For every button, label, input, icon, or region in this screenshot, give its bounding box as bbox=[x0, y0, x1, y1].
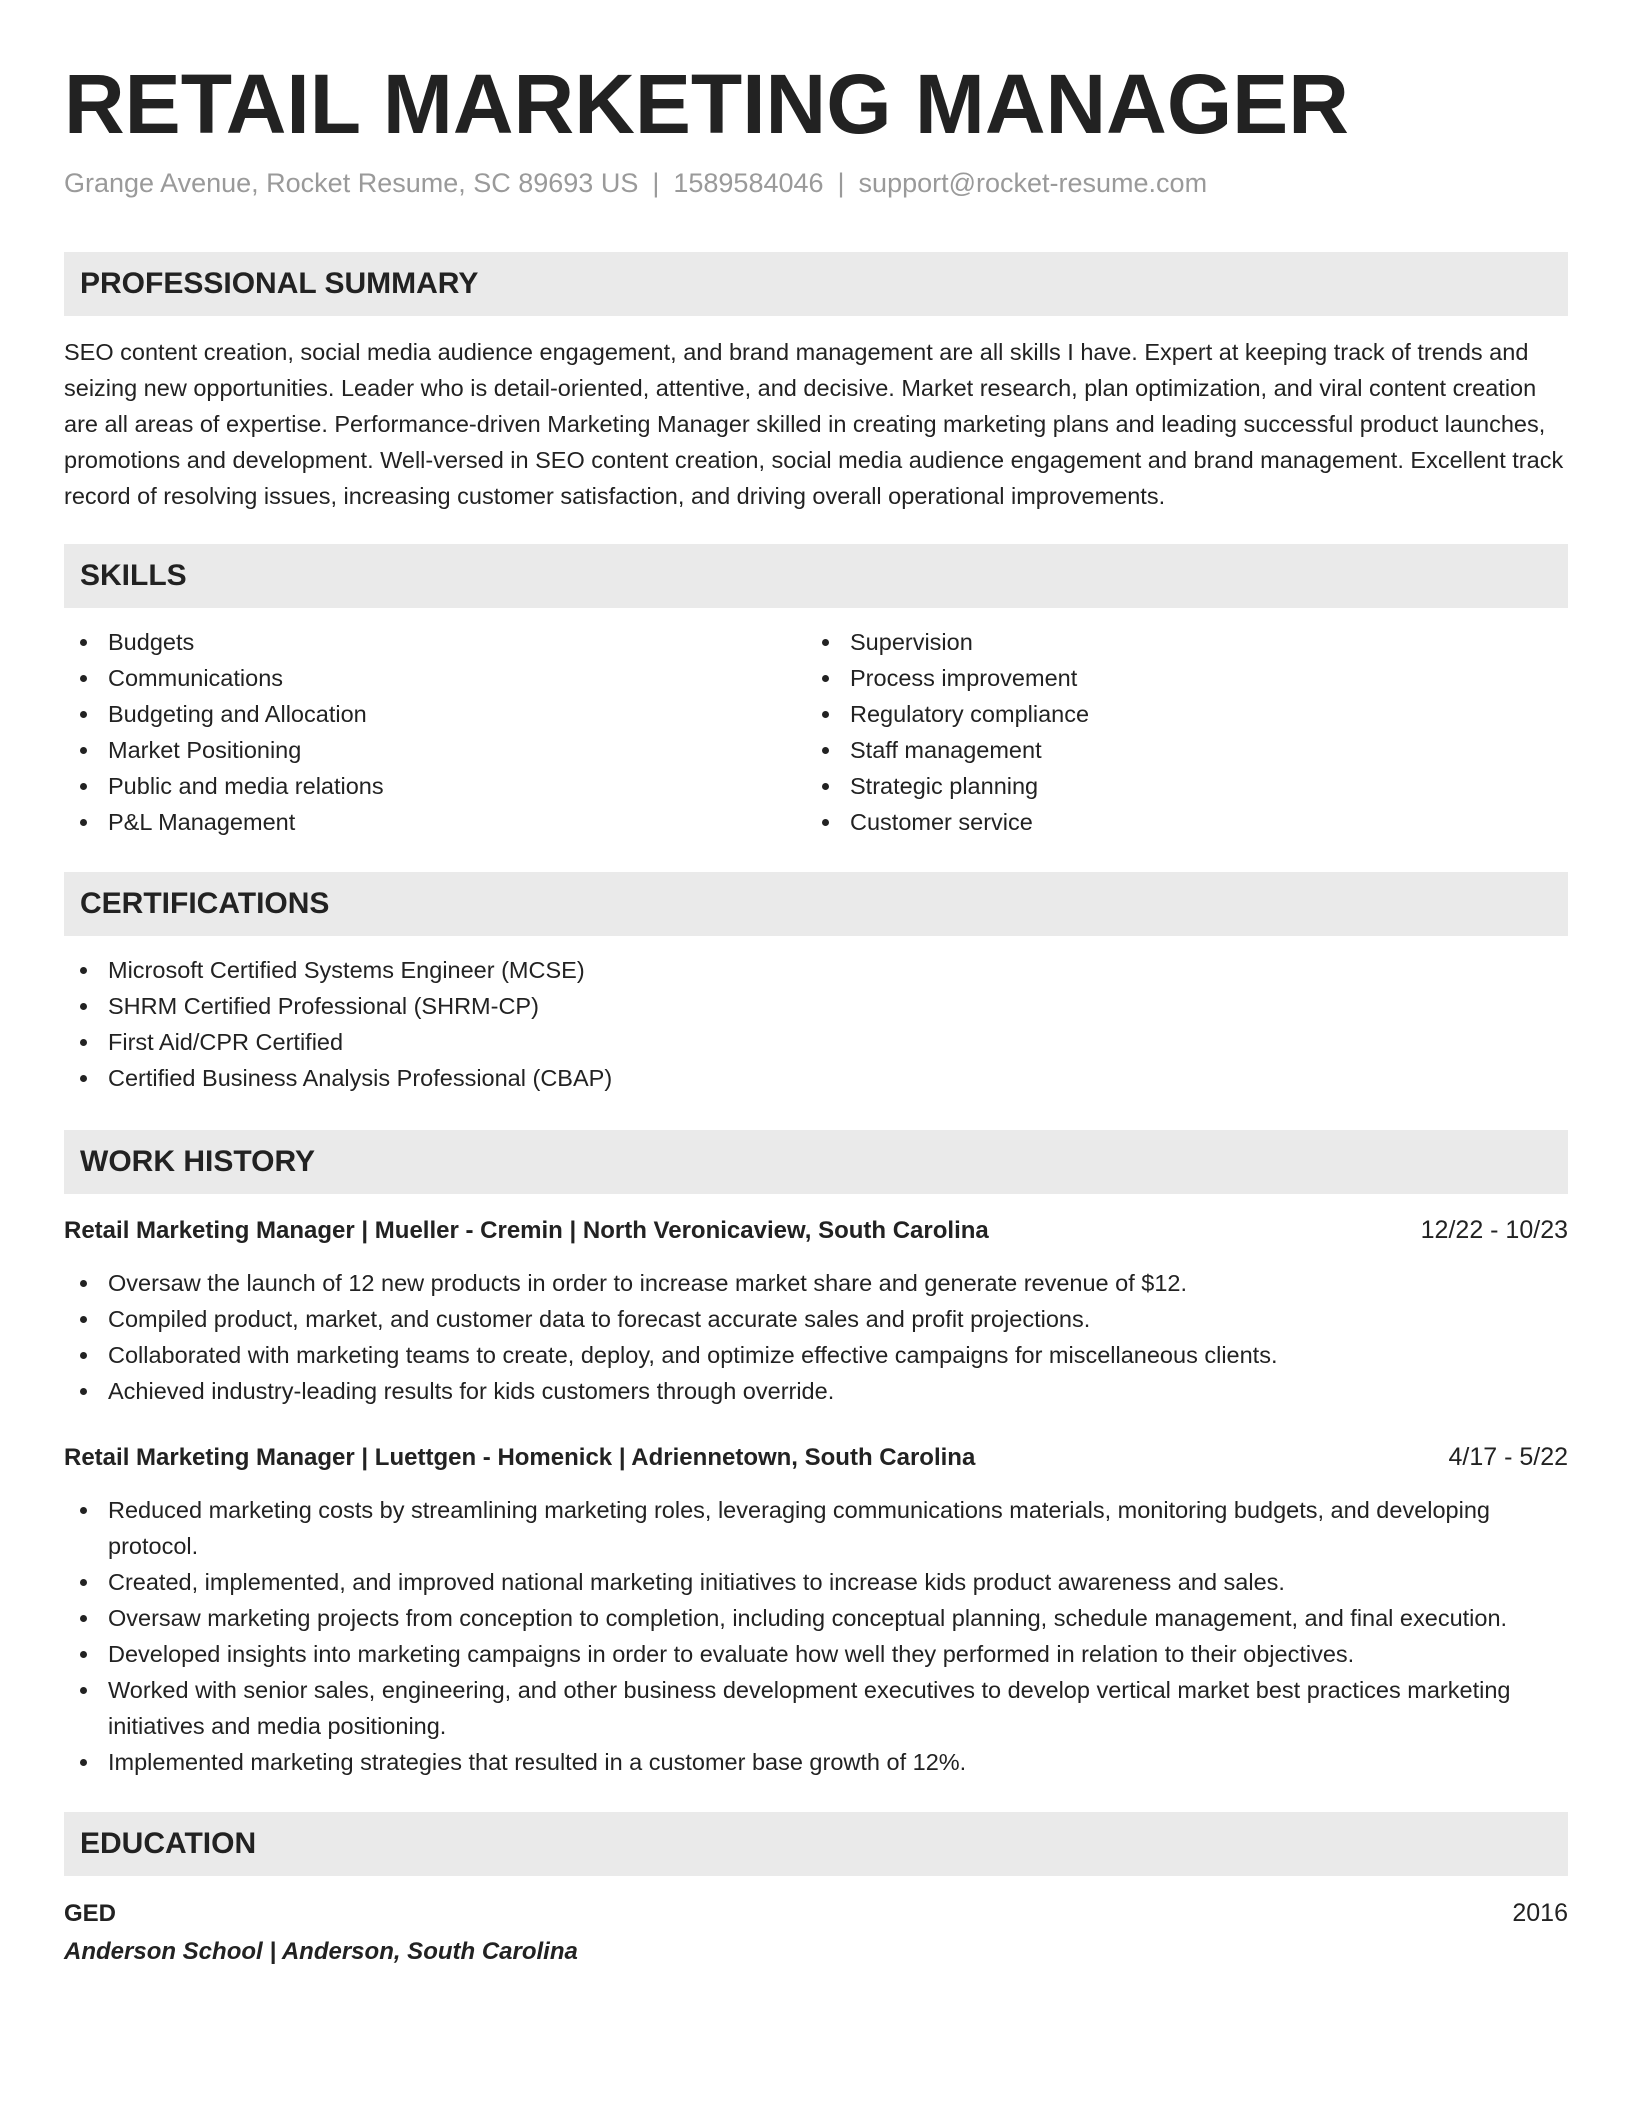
job-bullet: Oversaw the launch of 12 new products in order to increase market share and generate revenue of $12. bbox=[64, 1265, 1568, 1301]
skills-column-right bbox=[806, 624, 1548, 840]
contact-separator: | bbox=[652, 168, 660, 198]
skill-item: Market Positioning bbox=[64, 732, 806, 768]
certification-item: Microsoft Certified Systems Engineer (MCSE) bbox=[64, 952, 1568, 988]
skill-item: Regulatory compliance bbox=[806, 696, 1548, 732]
skills-column-left bbox=[64, 624, 806, 840]
contact-line bbox=[64, 166, 1568, 200]
skill-item: Budgeting and Allocation bbox=[64, 696, 806, 732]
contact-address: Grange Avenue, Rocket Resume, SC 89693 US bbox=[64, 168, 639, 198]
summary-text: SEO content creation, social media audience engagement, and brand management are all skills I have. Expert at keeping track of trends and seizing new opportunities. Leader who is detail-oriented, attentive, and decisive. Market research, plan optimization, and viral content creation are all areas of expertise. Performance-driven Marketing Manager skilled in creating marketing plans and leading successful product launches, promotions and development. Well-versed in SEO content creation, social media audience engagement and brand management. Excellent track record of resolving issues, increasing customer satisfaction, and driving overall operational improvements. bbox=[64, 339, 1564, 509]
job-bullet: Reduced marketing costs by streamlining marketing roles, leveraging communications materials, monitoring budgets, and developing protocol. bbox=[64, 1492, 1568, 1564]
education-school: Anderson School | Anderson, South Carolina bbox=[64, 1938, 578, 1965]
job-bullet: Compiled product, market, and customer data to forecast accurate sales and profit projections. bbox=[64, 1301, 1568, 1337]
skill-item: Staff management bbox=[806, 732, 1548, 768]
job-bullet: Worked with senior sales, engineering, and other business development executives to develop vertical market best practices marketing initiatives and media positioning. bbox=[64, 1672, 1568, 1744]
job-bullet: Oversaw marketing projects from conception to completion, including conceptual planning, schedule management, and final execution. bbox=[64, 1600, 1568, 1636]
job-bullets bbox=[64, 1492, 1568, 1780]
education-year: 2016 bbox=[1512, 1899, 1568, 1927]
certification-item: First Aid/CPR Certified bbox=[64, 1024, 1568, 1060]
certification-item: Certified Business Analysis Professional (CBAP) bbox=[64, 1060, 1568, 1096]
job-bullet: Created, implemented, and improved national marketing initiatives to increase kids product awareness and sales. bbox=[64, 1564, 1568, 1600]
contact-separator: | bbox=[837, 168, 845, 198]
skill-item: Process improvement bbox=[806, 660, 1548, 696]
skill-item: Public and media relations bbox=[64, 768, 806, 804]
skill-item: Budgets bbox=[64, 624, 806, 660]
job-bullet: Achieved industry-leading results for kids customers through override. bbox=[64, 1373, 1568, 1409]
education-header bbox=[64, 1894, 1568, 1933]
skill-item: Strategic planning bbox=[806, 768, 1548, 804]
resume-page bbox=[64, 56, 1568, 1971]
certification-item: SHRM Certified Professional (SHRM-CP) bbox=[64, 988, 1568, 1024]
job-bullet: Implemented marketing strategies that resulted in a customer base growth of 12%. bbox=[64, 1744, 1568, 1780]
skill-item: Supervision bbox=[806, 624, 1548, 660]
section-heading-education: EDUCATION bbox=[64, 1812, 1568, 1876]
job-header bbox=[64, 1212, 1568, 1249]
job-dates: 12/22 - 10/23 bbox=[1420, 1216, 1568, 1244]
job-dates: 4/17 - 5/22 bbox=[1448, 1443, 1568, 1471]
skill-item: Communications bbox=[64, 660, 806, 696]
contact-email[interactable]: support@rocket-resume.com bbox=[858, 168, 1208, 198]
skills-list bbox=[64, 624, 1568, 840]
education-degree: GED bbox=[64, 1900, 117, 1927]
certifications-list bbox=[64, 952, 1568, 1096]
job-title: Retail Marketing Manager | Luettgen - Homenick | Adriennetown, South Carolina bbox=[64, 1444, 976, 1471]
section-heading-certifications: CERTIFICATIONS bbox=[64, 872, 1568, 936]
skill-item: Customer service bbox=[806, 804, 1548, 840]
job-bullet: Collaborated with marketing teams to create, deploy, and optimize effective campaigns for miscellaneous clients. bbox=[64, 1337, 1568, 1373]
job-bullet: Developed insights into marketing campaigns in order to evaluate how well they performed in relation to their objectives. bbox=[64, 1636, 1568, 1672]
job-bullets bbox=[64, 1265, 1568, 1409]
skill-item: P&L Management bbox=[64, 804, 806, 840]
job-header bbox=[64, 1439, 1568, 1476]
job-entry bbox=[64, 1212, 1568, 1409]
section-heading-work-history: WORK HISTORY bbox=[64, 1130, 1568, 1194]
contact-phone[interactable]: 1589584046 bbox=[673, 168, 824, 198]
job-title: Retail Marketing Manager | Mueller - Cremin | North Veronicaview, South Carolina bbox=[64, 1217, 989, 1244]
job-entry bbox=[64, 1439, 1568, 1780]
section-heading-skills: SKILLS bbox=[64, 544, 1568, 608]
section-heading-summary: PROFESSIONAL SUMMARY bbox=[64, 252, 1568, 316]
candidate-name: RETAIL MARKETING MANAGER bbox=[64, 57, 1349, 151]
